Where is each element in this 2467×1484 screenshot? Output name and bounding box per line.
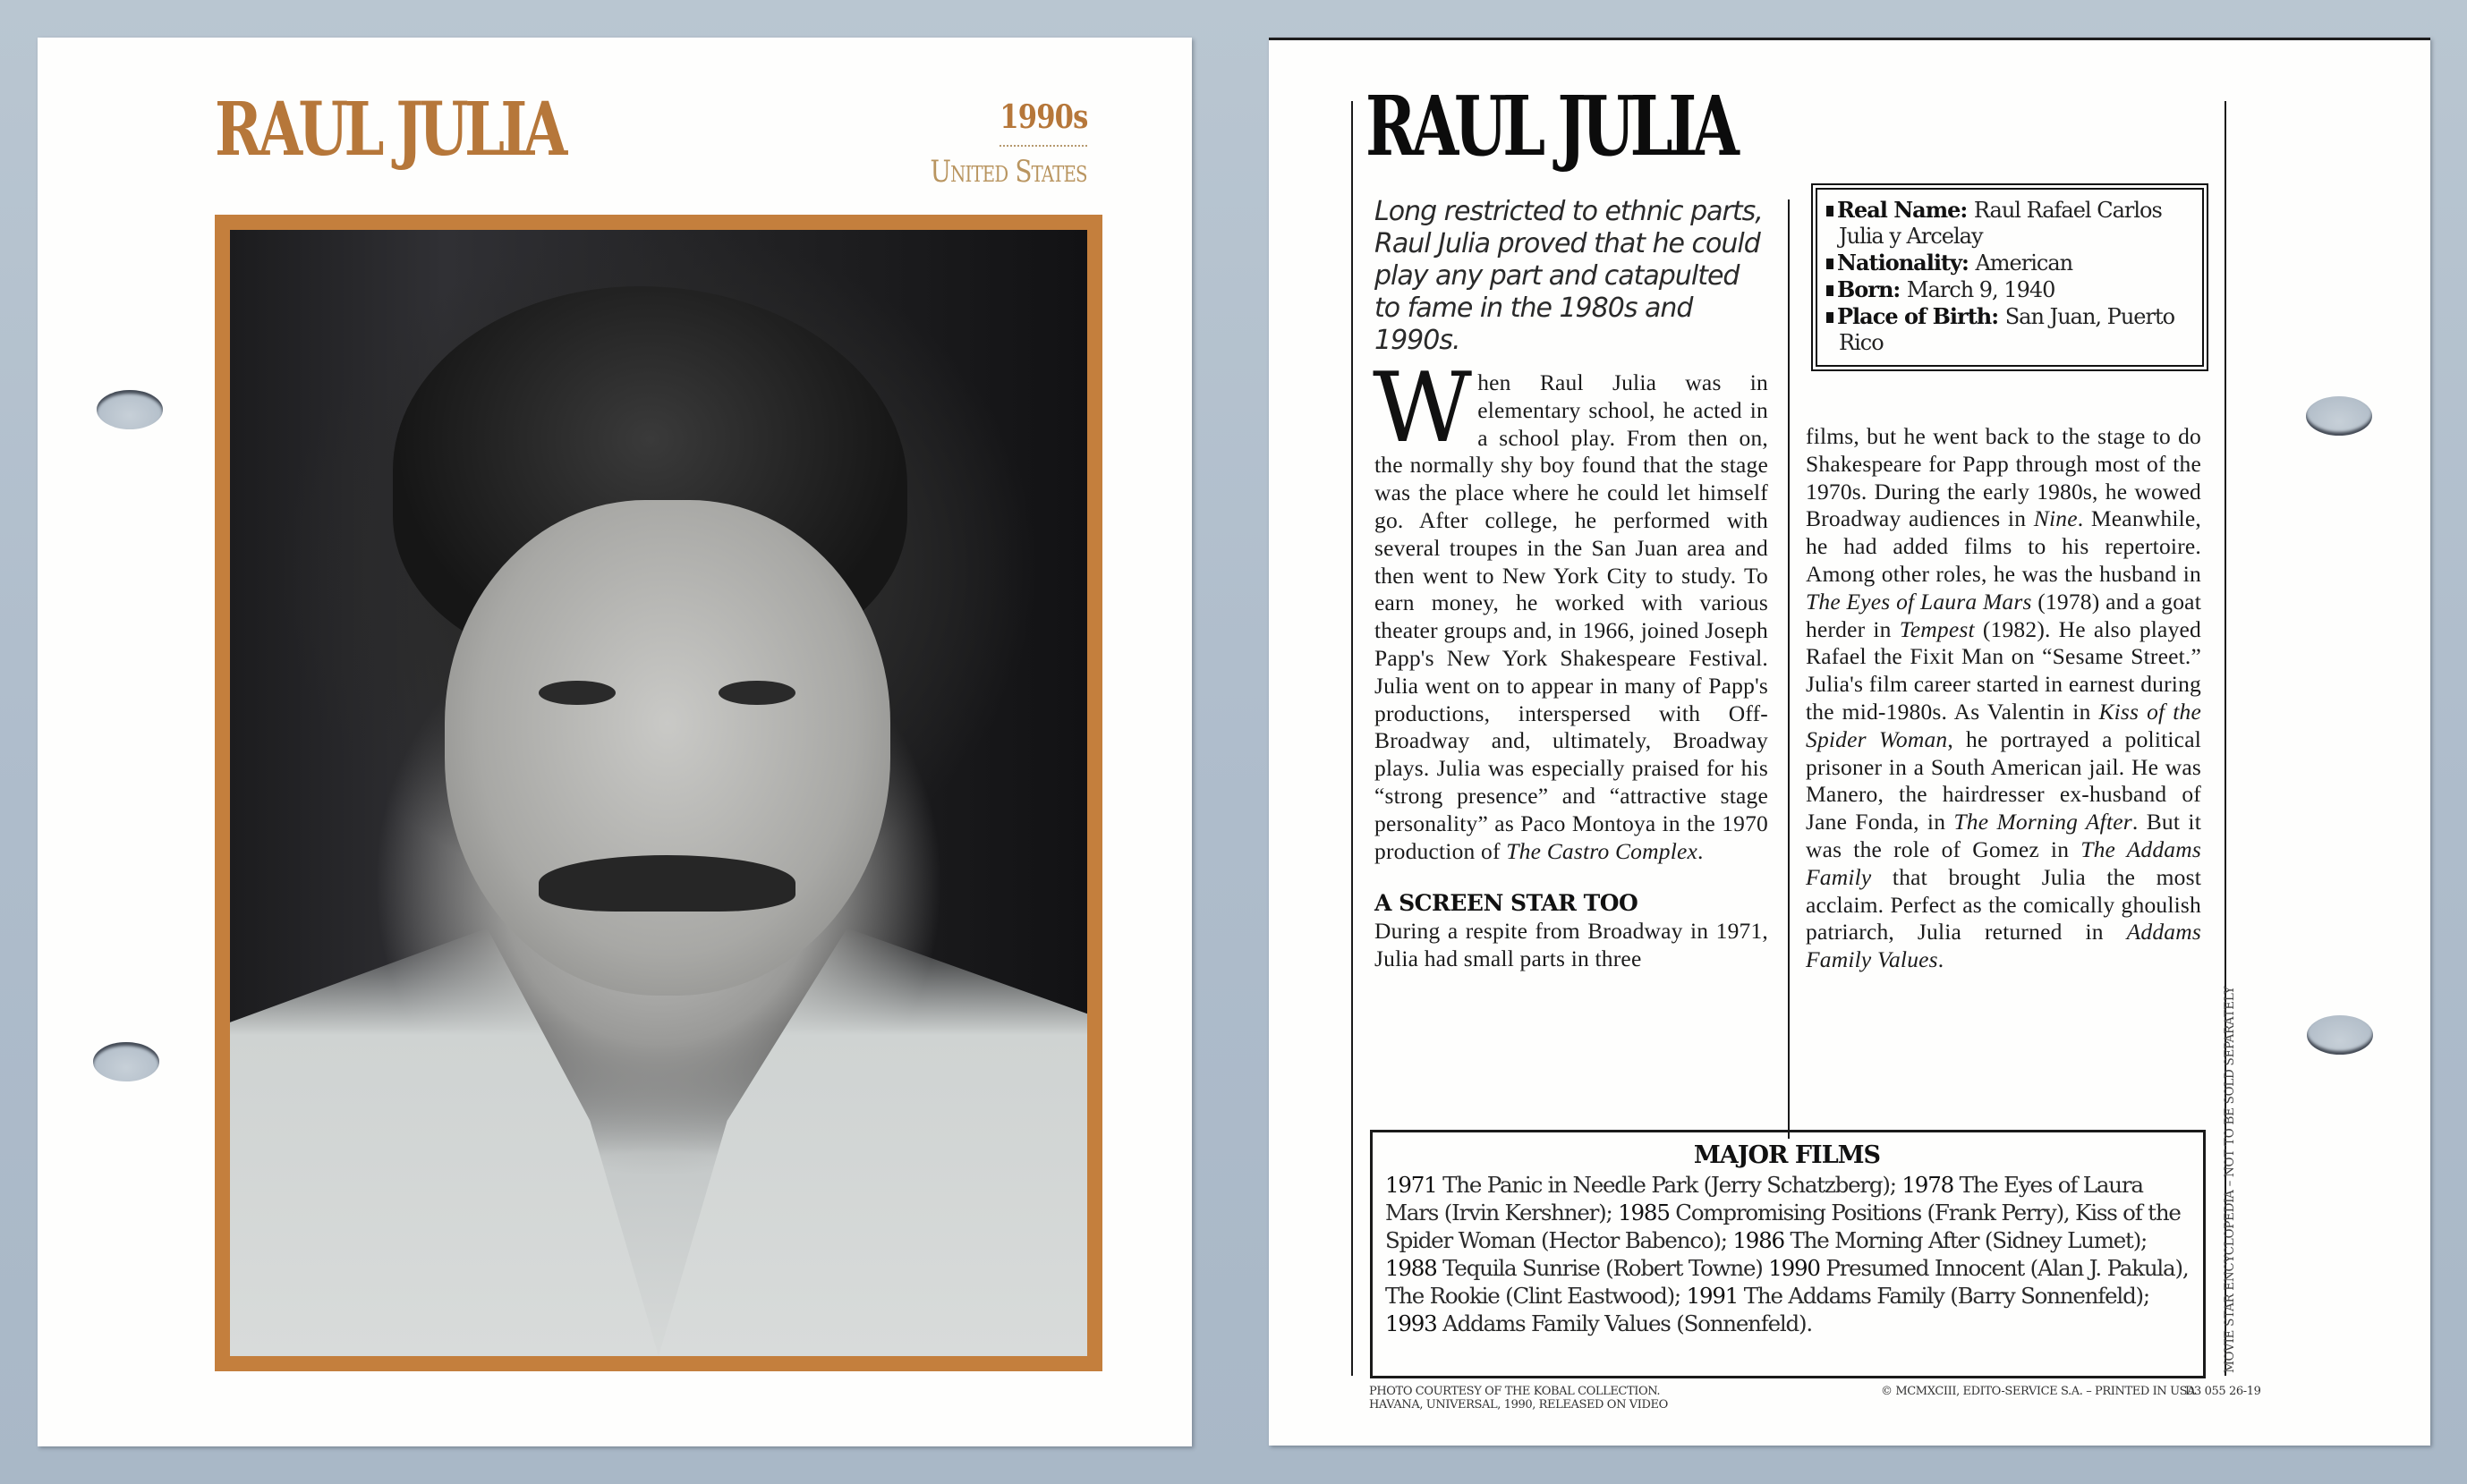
section-subhead: A SCREEN STAR TOO: [1374, 890, 1638, 917]
decade-divider: [1000, 145, 1087, 147]
fact-born: Born: March 9, 1940: [1826, 276, 2202, 303]
film-entry: The Panic in Needle Park (Jerry Schatzberg);: [1436, 1172, 1902, 1198]
film-entry: Addams Family Values (Sonnenfeld).: [1436, 1310, 1812, 1336]
punch-hole-bottom: [93, 1042, 159, 1081]
fact-nationality: Nationality: American: [1826, 250, 2202, 276]
major-films-title: MAJOR FILMS: [1693, 1141, 1881, 1169]
punch-hole-top: [2306, 396, 2372, 436]
body-text-run: that brought Julia the most acclaim. Perfect as the comically ghoulish patriarch, Julia returned in: [1806, 863, 2201, 946]
body-text-run: (1978) and a goat herder in: [1806, 588, 2201, 642]
film-year: 1991: [1686, 1283, 1739, 1309]
punch-hole-top: [97, 390, 163, 429]
body-paragraph-2: During a respite from Broadway in 1971, Julia had small parts in three: [1374, 918, 1768, 971]
film-entry: The Morning After (Sidney Lumet);: [1783, 1227, 2148, 1253]
left-rule: [1351, 101, 1353, 1376]
body-text-run: .: [1937, 946, 1944, 973]
photo-moustache: [539, 855, 795, 912]
fact-real-name: Real Name: Raul Rafael Carlos Julia y Arcelay: [1826, 197, 2202, 250]
photo-frame: [215, 215, 1102, 1371]
film-entry: The Eyes of Laura Mars (Irvin Kershner);: [1385, 1172, 2143, 1225]
film-year: 1993: [1385, 1310, 1437, 1336]
film-year: 1986: [1732, 1227, 1784, 1253]
punch-hole-bottom: [2307, 1015, 2373, 1055]
film-year: 1990: [1768, 1255, 1820, 1281]
film-entry: Tequila Sunrise (Robert Towne): [1436, 1255, 1769, 1281]
film-entry: Presumed Innocent (Alan J. Pakula), The Rookie (Clint Eastwood);: [1385, 1255, 2189, 1309]
card-code: D3 055 26-19: [2185, 1385, 2261, 1398]
film-entry: The Addams Family (Barry Sonnenfeld);: [1738, 1283, 2149, 1309]
photo-eye-right: [719, 681, 795, 706]
body-italic-title: Nine: [2033, 505, 2078, 532]
bullet-icon: [1826, 259, 1833, 269]
film-year: 1985: [1618, 1200, 1670, 1225]
bullet-icon: [1826, 206, 1833, 216]
drop-cap: W: [1373, 352, 1473, 464]
bullet-icon: [1826, 312, 1833, 323]
card-front: [38, 38, 1192, 1446]
body-text-run: (1982). He also played Rafael the Fixit Man on “Sesame Street.” Julia's film career started in earnest during the mid-1980s. As Valentin in: [1806, 615, 2201, 725]
country-label: United States: [930, 154, 1087, 190]
film-entry: Compromising Positions (Frank Perry), Kiss of the Spider Woman (Hector Babenco);: [1385, 1200, 2181, 1253]
decade-label: 1990s: [999, 98, 1087, 136]
body-italic-title: The Eyes of Laura Mars: [1806, 588, 2032, 615]
major-films-box: [1370, 1130, 2206, 1378]
body-text-run: . Meanwhile, he had added films to his repertoire. Among other roles, he was the husband in: [1806, 505, 2201, 587]
film-year: 1988: [1385, 1255, 1437, 1281]
film-year: 1978: [1901, 1172, 1953, 1198]
body-paragraph-1: hen Raul Julia was in elementary school, he acted in a school play. From then on, the normally shy boy found that the stage was the place where he could let himself go. After college, he performed with several troupes in the San Juan area and then went to New York City to study. To earn money, he worked with various theater groups and, in 1966, joined Joseph Papp's New York Shakespeare Festival. Julia went on to appear in many of Papp's productions, interspersed with Off-Broadway and, ultimately, Broadway plays. Julia was especially praised for his “strong presence” and “attractive stage personality” as Paco Montoya in the 1970 production of: [1374, 369, 1768, 864]
column-rule: [1788, 199, 1790, 1139]
copyright-notice: © MCMXCIII, EDITO-SERVICE S.A. – PRINTED IN USA: [1881, 1385, 2196, 1398]
photo-credit: PHOTO COURTESY OF THE KOBAL COLLECTION. HAVANA, UNIVERSAL, 1990, RELEASED ON VIDEO: [1369, 1385, 1668, 1412]
facts-box: [1811, 183, 2208, 371]
page-title: RAUL JULIA: [1365, 78, 1735, 174]
body-column-1: When Raul Julia was in elementary school, he acted in a school play. From then on, the normally shy boy found that the stage was the place where he could let himself go. After college, he performed with several troupes in the San Juan area and then went to New York City to study. To earn money, he worked with various theater groups and, in 1966, joined Joseph Papp's New York Shakespeare Festival. Julia went on to appear in many of Papp's productions, interspersed with Off-Broadway and, ultimately, Broadway plays. Julia was especially praised for his “strong presence” and “attractive stage personality” as Paco Montoya in the 1970 production of The Castro Complex. A SCREEN STAR TOO During a respite from Broadway in 1971, Julia had small parts in three: [1373, 352, 1768, 971]
film-year: 1971: [1385, 1172, 1437, 1198]
body-text-run: , he portrayed a political prisoner in a South American jail. He was Manero, the hairdresser ex-husband of Jane Fonda, in: [1806, 725, 2201, 835]
intro-text: Long restricted to ethnic parts, Raul Julia proved that he could play any part and catapulted to fame in the 1980s and 1990s.: [1374, 196, 1763, 356]
body-text-run: films, but he went back to the stage to do Shakespeare for Papp through most of the 1970s. During the early 1980s, he wowed Broadway audiences in: [1806, 423, 2201, 532]
bullet-icon: [1826, 285, 1833, 296]
body-italic-title: The Addams Family: [1806, 835, 2201, 890]
card-back: [1269, 38, 2430, 1446]
fact-place-of-birth: Place of Birth: San Juan, Puerto Rico: [1826, 303, 2202, 356]
side-note: MOVIE STAR ENCYCLOPEDIA – NOT TO BE SOLD SEPARATELY: [2223, 986, 2237, 1373]
body-text-run: . But it was the role of Gomez in: [1806, 809, 2201, 862]
star-name: RAUL JULIA: [215, 87, 564, 173]
major-films-list: [1385, 1171, 2189, 1337]
body-column-2: [1806, 423, 2201, 974]
body-italic-title: Kiss of the Spider Woman: [1806, 698, 2201, 752]
portrait-photo: [230, 230, 1087, 1356]
photo-face: [445, 500, 890, 996]
body-italic-title: Tempest: [1899, 615, 1975, 642]
body-italic-title: Addams Family Values: [1806, 919, 2201, 973]
body-italic-title: The Castro Complex: [1506, 837, 1698, 864]
photo-eye-left: [539, 681, 616, 706]
body-italic-title: The Morning After: [1953, 809, 2132, 835]
